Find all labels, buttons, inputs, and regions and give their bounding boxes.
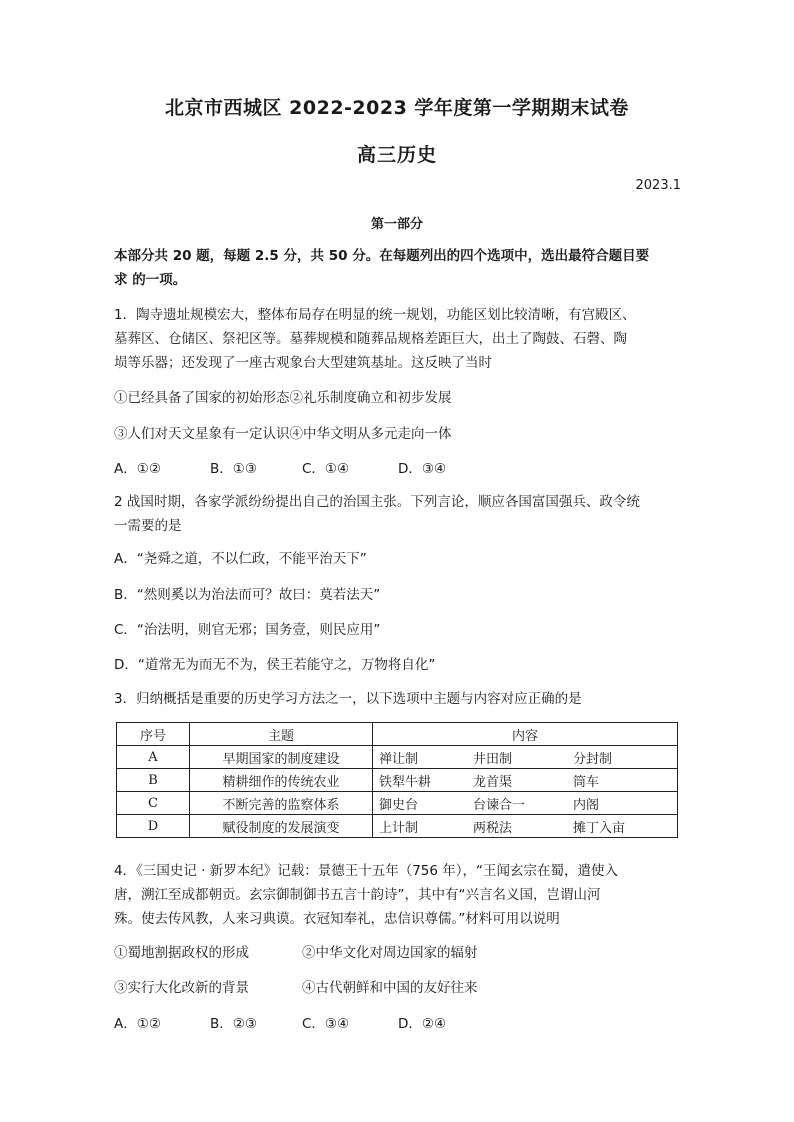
q1-option-b[interactable]: B．①③ (210, 461, 257, 477)
content-item: 台谏合一 (473, 797, 526, 813)
q1-stem-line-2: 墓葬区、仓储区、祭祀区等。墓葬规模和随葬品规格差距巨大，出土了陶鼓、石磬、陶 (114, 331, 627, 347)
q4-option-d[interactable]: D．②④ (398, 1016, 447, 1032)
exam-date: 2023.1 (635, 178, 681, 193)
q1-statements-1: ①已经具备了国家的初始形态②礼乐制度确立和初步发展 (114, 390, 452, 406)
content-item: 上计制 (379, 820, 419, 836)
q1-option-c[interactable]: C．①④ (302, 461, 350, 477)
content-item: 禅让制 (379, 751, 419, 767)
q2-stem-line-1: 2 战国时期，各家学派纷纷提出自己的治国主张。下列言论，顺应各国富国强兵、政令统 (114, 494, 640, 510)
exam-subtitle: 高三历史 (356, 144, 437, 166)
q4-option-b[interactable]: B．②③ (210, 1016, 257, 1032)
q4-stem-line-3: 殊。使去传风教，人来习典谟。衣冠知奉礼，忠信识尊儒。”材料可用以说明 (114, 911, 560, 927)
q4-statements-2 (114, 976, 478, 1000)
content-item: 摊丁入亩 (573, 820, 626, 836)
table-header-seq: 序号 (117, 723, 190, 746)
content-item: 筒车 (573, 774, 600, 790)
table-row (117, 792, 678, 815)
content-item: 井田制 (473, 751, 513, 767)
q2-stem-line-2: 一需要的是 (114, 518, 182, 534)
q4-statement-4: ④古代朝鲜和中国的友好往来 (302, 980, 478, 996)
content-item: 分封制 (573, 751, 613, 767)
content-item: 龙首渠 (473, 774, 513, 790)
q4-stem-line-1: 4．《三国史记 · 新罗本纪》记载：景德王十五年（756 年），“王闻玄宗在蜀，遣使入 (114, 863, 619, 879)
table-row (117, 746, 678, 769)
row-seq: C (117, 792, 190, 815)
q2-option-d[interactable]: D．“道常无为而无不为，侯王若能守之，万物将自化” (114, 657, 436, 673)
table-header-topic: 主题 (190, 723, 373, 746)
table-header-row (117, 723, 678, 746)
row-seq: B (117, 769, 190, 792)
row-topic: 精耕细作的传统农业 (190, 769, 373, 792)
content-item: 内阁 (573, 797, 600, 813)
table-row (117, 815, 678, 838)
q4-statement-3: ③实行大化改新的背景 (114, 980, 249, 996)
row-seq: D (117, 815, 190, 838)
instructions-line-1: 本部分共 20 题，每题 2.5 分，共 50 分。在每题列出的四个选项中，选出最符合题目要 (114, 248, 650, 264)
q2-option-a[interactable]: A．“尧舜之道，不以仁政，不能平治天下” (114, 551, 367, 567)
row-topic: 不断完善的监察体系 (190, 792, 373, 815)
q1-option-d[interactable]: D．③④ (398, 461, 447, 477)
row-content (373, 815, 678, 838)
q1-stem-line-3: 埙等乐器；还发现了一座古观象台大型建筑基址。这反映了当时 (114, 355, 492, 371)
row-content (373, 746, 678, 769)
part-heading: 第一部分 (370, 217, 423, 232)
q4-statement-2: ②中华文化对周边国家的辐射 (302, 945, 478, 961)
q3-stem: 3．归纳概括是重要的历史学习方法之一，以下选项中主题与内容对应正确的是 (114, 691, 582, 707)
table-header-content: 内容 (373, 723, 678, 746)
instructions-line-2: 求 的一项。 (114, 272, 187, 288)
q4-option-a[interactable]: A．①② (114, 1016, 161, 1032)
row-topic: 早期国家的制度建设 (190, 746, 373, 769)
q4-statements-1 (114, 941, 478, 965)
row-topic: 赋役制度的发展演变 (190, 815, 373, 838)
row-seq: A (117, 746, 190, 769)
q2-option-c[interactable]: C．“治法明，则官无邪；国务壹，则民应用” (114, 622, 381, 638)
q4-options (114, 1012, 446, 1036)
row-content (373, 792, 678, 815)
q4-stem-line-2: 唐，溯江至成都朝贡。玄宗御制御书五言十韵诗”，其中有“兴言名义国，岂谓山河 (114, 887, 601, 903)
q1-statements-2: ③人们对天文星象有一定认识④中华文明从多元走向一体 (114, 426, 452, 442)
row-content (373, 769, 678, 792)
q1-options (114, 457, 446, 481)
q4-statement-1: ①蜀地割据政权的形成 (114, 945, 249, 961)
content-item: 御史台 (379, 797, 419, 813)
q1-stem-line-1: 1．陶寺遗址规模宏大，整体布局存在明显的统一规划，功能区划比较清晰，有宫殿区、 (114, 307, 636, 323)
q1-option-a[interactable]: A．①② (114, 461, 161, 477)
q4-option-c[interactable]: C．③④ (302, 1016, 350, 1032)
table-row (117, 769, 678, 792)
exam-title: 北京市西城区 2022-2023 学年度第一学期期末试卷 (165, 97, 629, 119)
q2-option-b[interactable]: B．“然则奚以为治法而可？故曰：莫若法天” (114, 587, 381, 603)
content-item: 两税法 (473, 820, 513, 836)
content-item: 铁犁牛耕 (379, 774, 432, 790)
q3-table (116, 722, 678, 838)
